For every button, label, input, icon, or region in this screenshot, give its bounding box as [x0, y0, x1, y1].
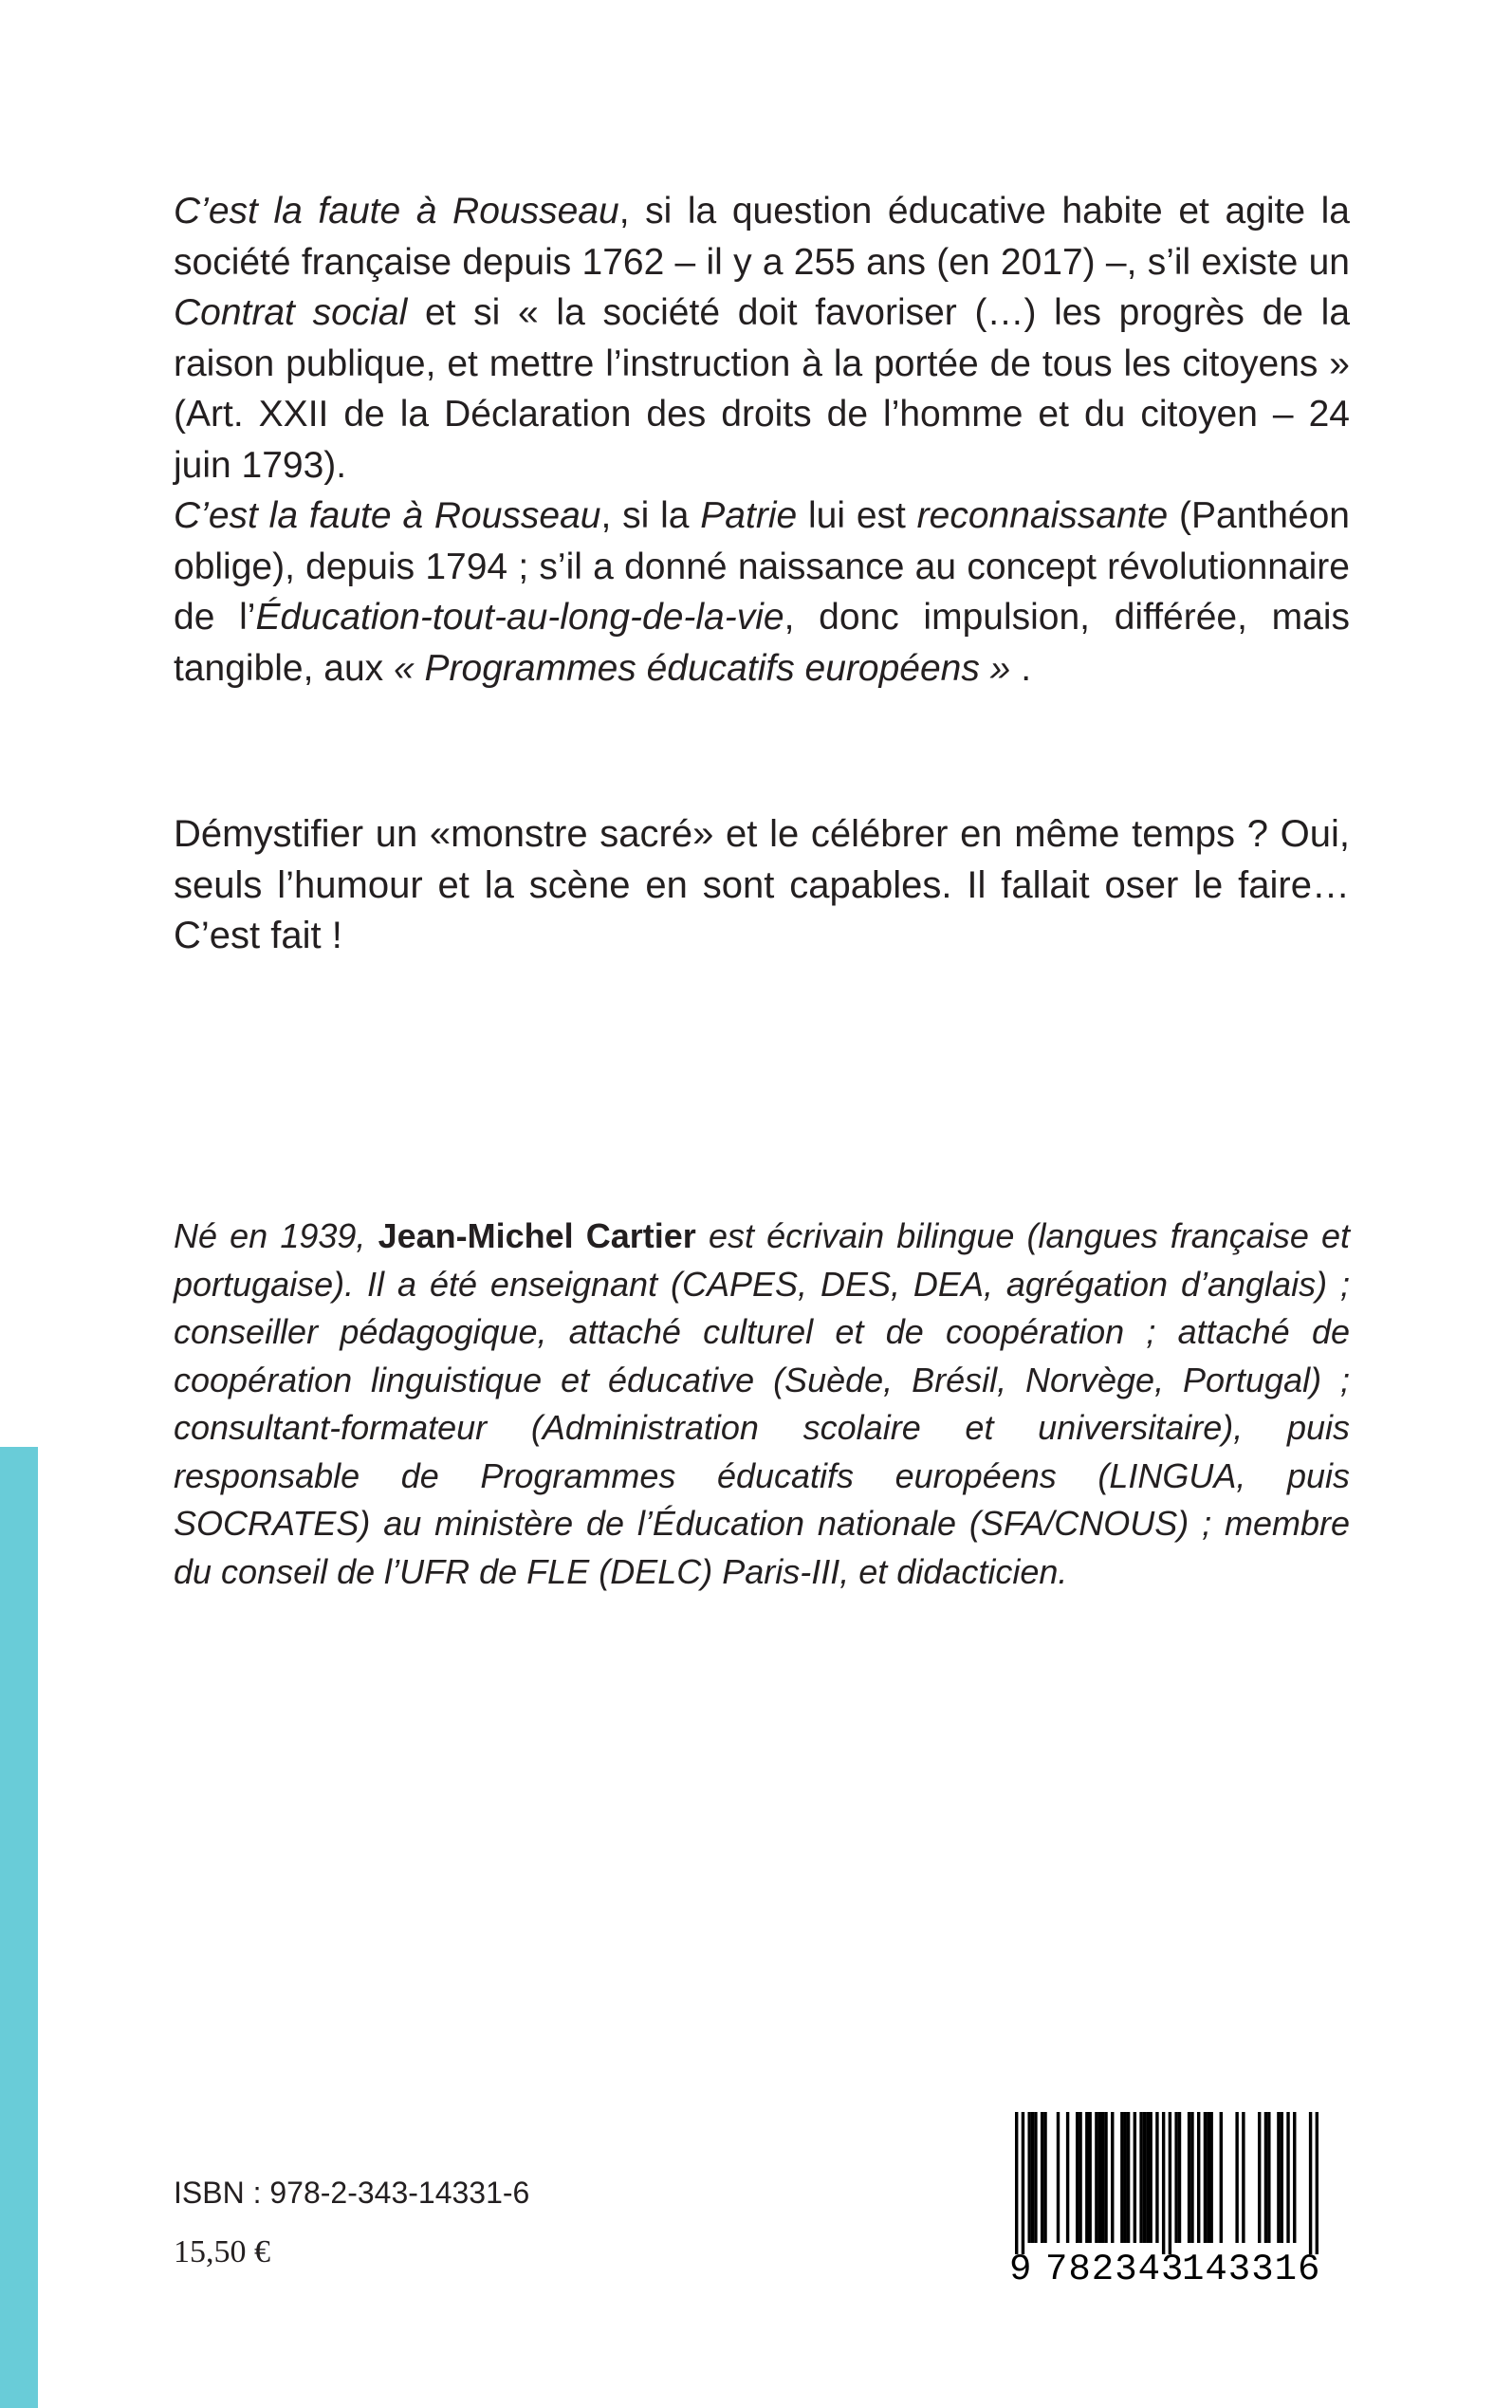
barcode-bar	[1174, 2112, 1177, 2243]
barcode-bar	[1267, 2112, 1270, 2243]
barcode-bar	[1281, 2112, 1283, 2243]
barcode-bar	[1120, 2112, 1123, 2243]
barcode-bar	[1111, 2112, 1114, 2243]
barcode-bar	[1277, 2112, 1280, 2243]
barcode-bar	[1066, 2112, 1069, 2243]
barcode-bar	[1143, 2112, 1146, 2243]
barcode-bar	[1146, 2112, 1149, 2243]
isbn-label: ISBN : 978-2-343-14331-6	[174, 2176, 530, 2210]
blurb-paragraph-3: Démystifier un «monstre sacré» et le célébrer en même temps ? Oui, seuls l’humour et la scène en sont capables. Il fallait oser le faire… C’est fait !	[174, 813, 1350, 956]
barcode-bar	[1127, 2112, 1130, 2243]
author-name: Jean-Michel Cartier	[378, 1216, 696, 1255]
barcode-bar	[1043, 2112, 1046, 2243]
barcode-bar	[1041, 2112, 1043, 2243]
author-bio: Né en 1939, Jean-Michel Cartier est écrivain bilingue (langues française et portugaise). Il a été enseignant (CAPES, DES, DEA, agrégation d’anglais) ; conseiller pédagogique, attaché culturel et de coopération ; attaché de coopération linguistique et éducative (Suède, Brésil, Norvège, Portugal) ; consultant-formateur (Administration scolaire et universitaire), puis responsable de Programmes éducatifs européens (LINGUA, puis SOCRATES) au ministère de l’Éducation nationale (SFA/CNOUS) ; membre du conseil de l’UFR de FLE (DELC) Paris-III, et didacticien.	[174, 1216, 1351, 1591]
contract-social-italic: Contrat social	[174, 292, 408, 333]
barcode: 9 782343 143316	[1005, 2106, 1328, 2292]
barcode-bar	[1220, 2112, 1223, 2243]
barcode-bars	[1015, 2112, 1318, 2254]
barcode-bar	[1031, 2112, 1034, 2243]
barcode-bar	[1197, 2112, 1200, 2243]
barcode-bar	[1190, 2112, 1193, 2243]
barcode-guard-bar	[1022, 2112, 1024, 2254]
barcode-bar	[1204, 2112, 1207, 2243]
blurb-title-italic-2: C’est la faute à Rousseau	[174, 495, 601, 536]
barcode-bar	[1258, 2112, 1261, 2243]
barcode-bar	[1264, 2112, 1267, 2243]
barcode-bar	[1139, 2112, 1142, 2243]
barcode-bar	[1104, 2112, 1107, 2243]
barcode-bar	[1098, 2112, 1101, 2243]
barcode-bar	[1149, 2112, 1152, 2243]
blurb-paragraph-1: C’est la faute à Rousseau, si la question éducative habite et agite la société française depuis 1762 – il y a 255 ans (en 2017) –, s’il existe un Contrat social et si « la société doit favoriser (…) les progrès de la raison publique, et mettre l’instruction à la portée de tous les citoyens » (Art. XXII de la Déclaration des droits de l’homme et du citoyen – 24 juin 1793).	[174, 191, 1351, 486]
barcode-bar	[1293, 2112, 1296, 2243]
barcode-guard-bar	[1316, 2112, 1318, 2254]
accent-side-band	[0, 1447, 38, 2408]
barcode-bar	[1057, 2112, 1060, 2243]
barcode-bar	[1085, 2112, 1088, 2243]
barcode-bar	[1235, 2112, 1238, 2243]
barcode-bar	[1034, 2112, 1037, 2243]
barcode-bar	[1178, 2112, 1181, 2243]
barcode-bar	[1095, 2112, 1097, 2243]
barcode-bar	[1155, 2112, 1158, 2243]
barcode-bar	[1209, 2112, 1212, 2243]
blurb-title-italic: C’est la faute à Rousseau	[174, 191, 619, 232]
barcode-bar	[1076, 2112, 1079, 2243]
barcode-bar	[1286, 2112, 1289, 2243]
barcode-bar	[1207, 2112, 1209, 2243]
barcode-bar	[1027, 2112, 1030, 2243]
barcode-guard-bar	[1169, 2112, 1171, 2254]
barcode-guard-bar	[1015, 2112, 1018, 2254]
barcode-bar	[1134, 2112, 1136, 2243]
barcode-bar	[1124, 2112, 1127, 2243]
barcode-guard-bar	[1309, 2112, 1312, 2254]
blurb-paragraph-2: C’est la faute à Rousseau, si la Patrie lui est reconnaissante (Panthéon oblige), depuis 1794 ; s’il a donné naissance au concept révolutionnaire de l’Éducation-tout-au-long-de-la-vie, donc impulsion, différée, mais tangible, aux « Programmes éducatifs européens » .	[174, 495, 1350, 689]
barcode-bar	[1101, 2112, 1104, 2243]
price-label: 15,50 €	[174, 2234, 270, 2269]
barcode-bar	[1188, 2112, 1190, 2243]
blurb-paragraphs	[174, 186, 1350, 694]
barcode-guard-bar	[1162, 2112, 1165, 2254]
barcode-bar	[1079, 2112, 1081, 2243]
barcode-bar	[1088, 2112, 1091, 2243]
barcode-bar	[1242, 2112, 1245, 2243]
